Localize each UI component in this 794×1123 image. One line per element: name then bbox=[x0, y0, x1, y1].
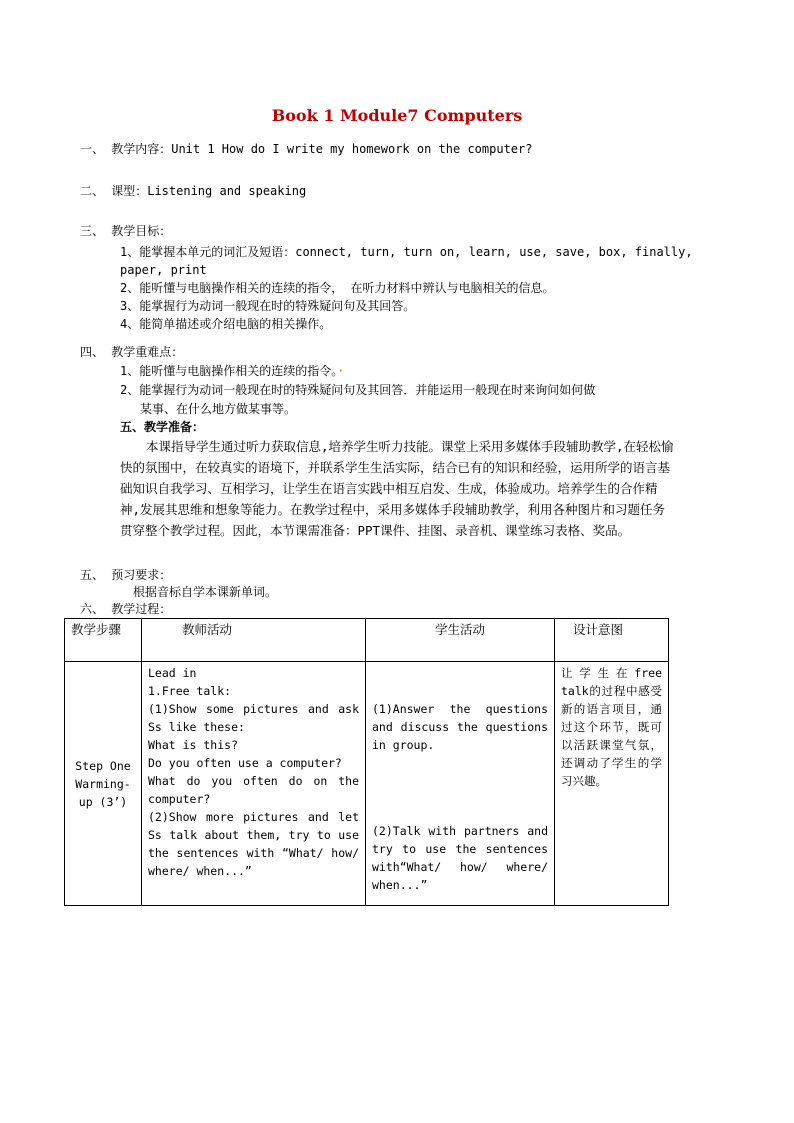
section-content-label: 一、 教学内容： bbox=[80, 142, 172, 156]
key-point-item: 1、能听懂与电脑操作相关的连续的指令。· bbox=[120, 364, 345, 378]
section-lesson-type bbox=[80, 182, 306, 200]
section-content-text: Unit 1 How do I write my homework on the computer? bbox=[171, 142, 533, 156]
objective-item: paper, print bbox=[120, 263, 207, 277]
table-row bbox=[65, 662, 669, 906]
section-preparation-label: 五、教学准备： bbox=[120, 420, 205, 434]
teaching-process-table bbox=[64, 618, 669, 906]
section-key-points-label: 四、 教学重难点： bbox=[80, 345, 184, 359]
table-header-row bbox=[65, 619, 669, 662]
section-lesson-type-text: Listening and speaking bbox=[147, 184, 307, 198]
header-teacher: 教师活动 bbox=[142, 619, 366, 662]
step-cell: Step One Warming-up (3’) bbox=[65, 662, 142, 906]
header-intent: 设计意图 bbox=[555, 619, 669, 662]
section-objectives-label: 三、 教学目标： bbox=[80, 224, 172, 238]
section-preview-label: 五、 预习要求： bbox=[80, 568, 172, 582]
section-content bbox=[80, 140, 532, 158]
teacher-line: 1.Free talk: bbox=[148, 684, 232, 698]
student-activity-cell bbox=[366, 662, 555, 906]
design-intent-cell: 让学生在free talk的过程中感受新的语言项目，通过这个环节，既可以活跃课堂气氛，还调动了学生的学习兴趣。 bbox=[555, 662, 669, 906]
objective-item: 4、能简单描述或介绍电脑的相关操作。 bbox=[120, 317, 332, 331]
teacher-line: What do you often do on the computer? bbox=[148, 774, 359, 806]
student-activity-2: (2)Talk with partners and try to use the sentences with“What/ how/ where/ when...” bbox=[372, 824, 548, 892]
teacher-line: Lead in bbox=[148, 666, 197, 680]
student-activity-1: (1)Answer the questions and discuss the questions in group. bbox=[372, 702, 548, 752]
header-step: 教学步骤 bbox=[65, 619, 142, 662]
key-point-item: 2、能掌握行为动词一般现在时的特殊疑问句及其回答．并能运用一般现在时来询问如何做 bbox=[120, 383, 596, 397]
teacher-activity-cell bbox=[142, 662, 366, 906]
teacher-line: Do you often use a computer? bbox=[148, 756, 342, 770]
header-student: 学生活动 bbox=[366, 619, 555, 662]
section-process-label: 六、 教学过程： bbox=[80, 602, 172, 616]
section-preparation-text: 本课指导学生通过听力获取信息,培养学生听力技能。课堂上采用多媒体手段辅助教学,在轻松愉快的氛围中，在较真实的语境下，并联系学生生活实际，结合已有的知识和经验，运用所学的语言基础知识自我学习、互相学习，让学生在语言实践中相互启发、生成，体验成功。培养学生的合作精神,发展其思维和想象等能力。在教学过程中，采用多媒体手段辅助教学，利用各种图片和习题任务贯穿整个教学过程。因此，本节课需准备：PPT课件、挂图、录音机、课堂练习表格、奖品。 bbox=[120, 439, 674, 538]
teacher-line: (2)Show more pictures and let Ss talk about them, try to use the sentences with “What/ how/ where/ when...” bbox=[148, 810, 359, 878]
key-point-item: 某事、在什么地方做某事等。 bbox=[140, 402, 297, 416]
teacher-line: What is this? bbox=[148, 738, 239, 752]
objective-item: 2、能听懂与电脑操作相关的连续的指令， 在听力材料中辨认与电脑相关的信息。 bbox=[120, 281, 555, 295]
section-preview-text: 根据音标自学本课新单词。 bbox=[133, 585, 278, 599]
section-lesson-type-label: 二、 课型： bbox=[80, 184, 148, 198]
objective-item: 1、能掌握本单元的词汇及短语：connect, turn, turn on, learn, use, save, box, finally, bbox=[120, 245, 693, 259]
document-title: Book 1 Module7 Computers bbox=[271, 106, 523, 125]
teacher-line: (1)Show some pictures and ask Ss like these: bbox=[148, 702, 359, 734]
objective-item: 3、能掌握行为动词一般现在时的特殊疑问句及其回答。 bbox=[120, 299, 416, 313]
